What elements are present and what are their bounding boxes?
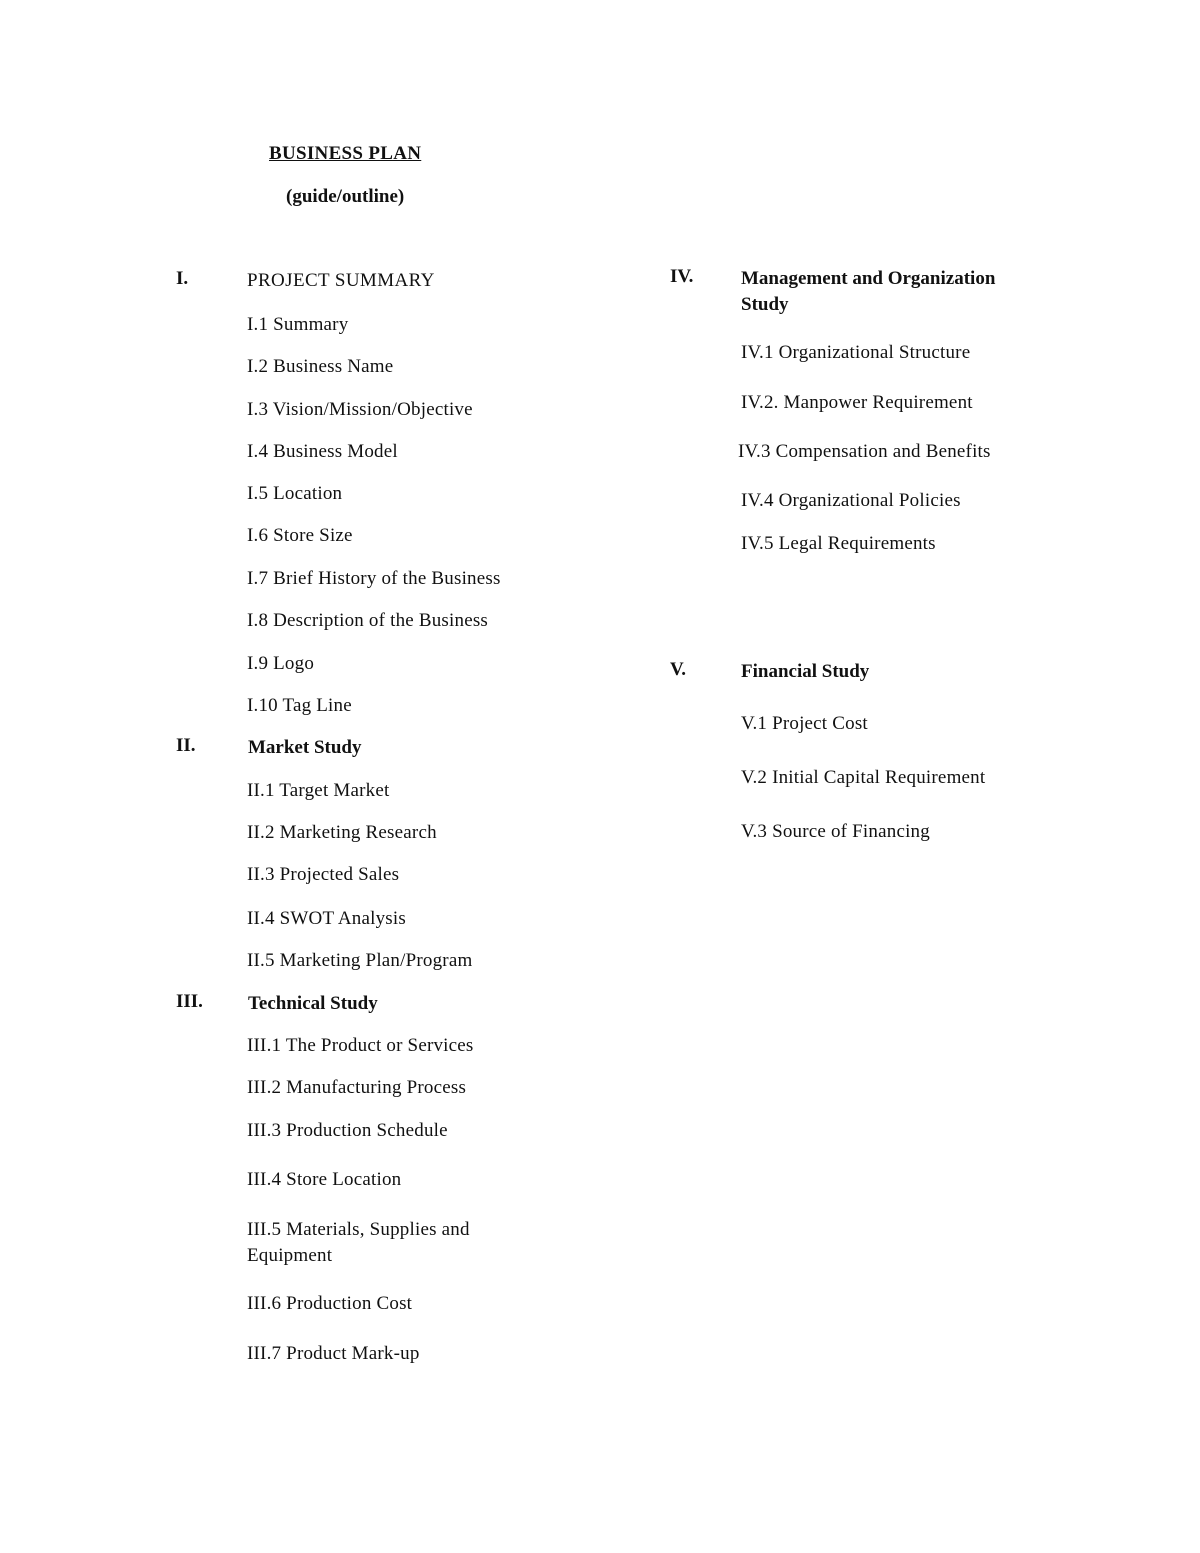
list-item: I.7 Brief History of the Business bbox=[247, 568, 501, 589]
list-item: III.1 The Product or Services bbox=[247, 1035, 474, 1056]
list-item: V.3 Source of Financing bbox=[741, 821, 930, 842]
list-item: I.4 Business Model bbox=[247, 441, 398, 462]
list-item: I.6 Store Size bbox=[247, 525, 353, 546]
list-item: V.2 Initial Capital Requirement bbox=[741, 767, 986, 788]
list-item: II.4 SWOT Analysis bbox=[247, 908, 406, 929]
list-item: I.9 Logo bbox=[247, 653, 315, 674]
section-title: Management and Organization Study bbox=[741, 268, 996, 315]
list-item: III.7 Product Mark-up bbox=[247, 1343, 420, 1364]
list-item: I.1 Summary bbox=[247, 314, 349, 335]
document-title: BUSINESS PLAN bbox=[269, 143, 422, 164]
document-subtitle: (guide/outline) bbox=[286, 186, 405, 207]
list-item: IV.5 Legal Requirements bbox=[741, 533, 936, 554]
list-item: III.5 Materials, Supplies and Equipment bbox=[247, 1219, 470, 1266]
section-title: Financial Study bbox=[741, 661, 870, 682]
section-number: II. bbox=[176, 735, 196, 756]
list-item: II.5 Marketing Plan/Program bbox=[247, 950, 473, 971]
list-item: IV.2. Manpower Requirement bbox=[741, 392, 973, 413]
list-item: IV.1 Organizational Structure bbox=[741, 342, 971, 363]
list-item: IV.4 Organizational Policies bbox=[741, 490, 961, 511]
section-number: III. bbox=[176, 991, 203, 1012]
list-item: I.8 Description of the Business bbox=[247, 610, 489, 631]
section-title: PROJECT SUMMARY bbox=[247, 270, 435, 291]
section-title: Market Study bbox=[248, 737, 362, 758]
list-item: I.3 Vision/Mission/Objective bbox=[247, 399, 473, 420]
list-item: III.3 Production Schedule bbox=[247, 1120, 448, 1141]
section-title: Technical Study bbox=[248, 993, 378, 1014]
list-item: IV.3 Compensation and Benefits bbox=[738, 441, 991, 462]
section-number: V. bbox=[670, 659, 687, 680]
list-item: III.6 Production Cost bbox=[247, 1293, 413, 1314]
list-item: V.1 Project Cost bbox=[741, 713, 868, 734]
list-item: I.5 Location bbox=[247, 483, 343, 504]
list-item: II.3 Projected Sales bbox=[247, 864, 400, 885]
list-item: I.10 Tag Line bbox=[247, 695, 352, 716]
list-item: III.4 Store Location bbox=[247, 1169, 402, 1190]
list-item: III.2 Manufacturing Process bbox=[247, 1077, 467, 1098]
list-item: II.2 Marketing Research bbox=[247, 822, 437, 843]
list-item: II.1 Target Market bbox=[247, 780, 390, 801]
section-number: IV. bbox=[670, 266, 694, 287]
section-number: I. bbox=[176, 268, 189, 289]
list-item: I.2 Business Name bbox=[247, 356, 394, 377]
